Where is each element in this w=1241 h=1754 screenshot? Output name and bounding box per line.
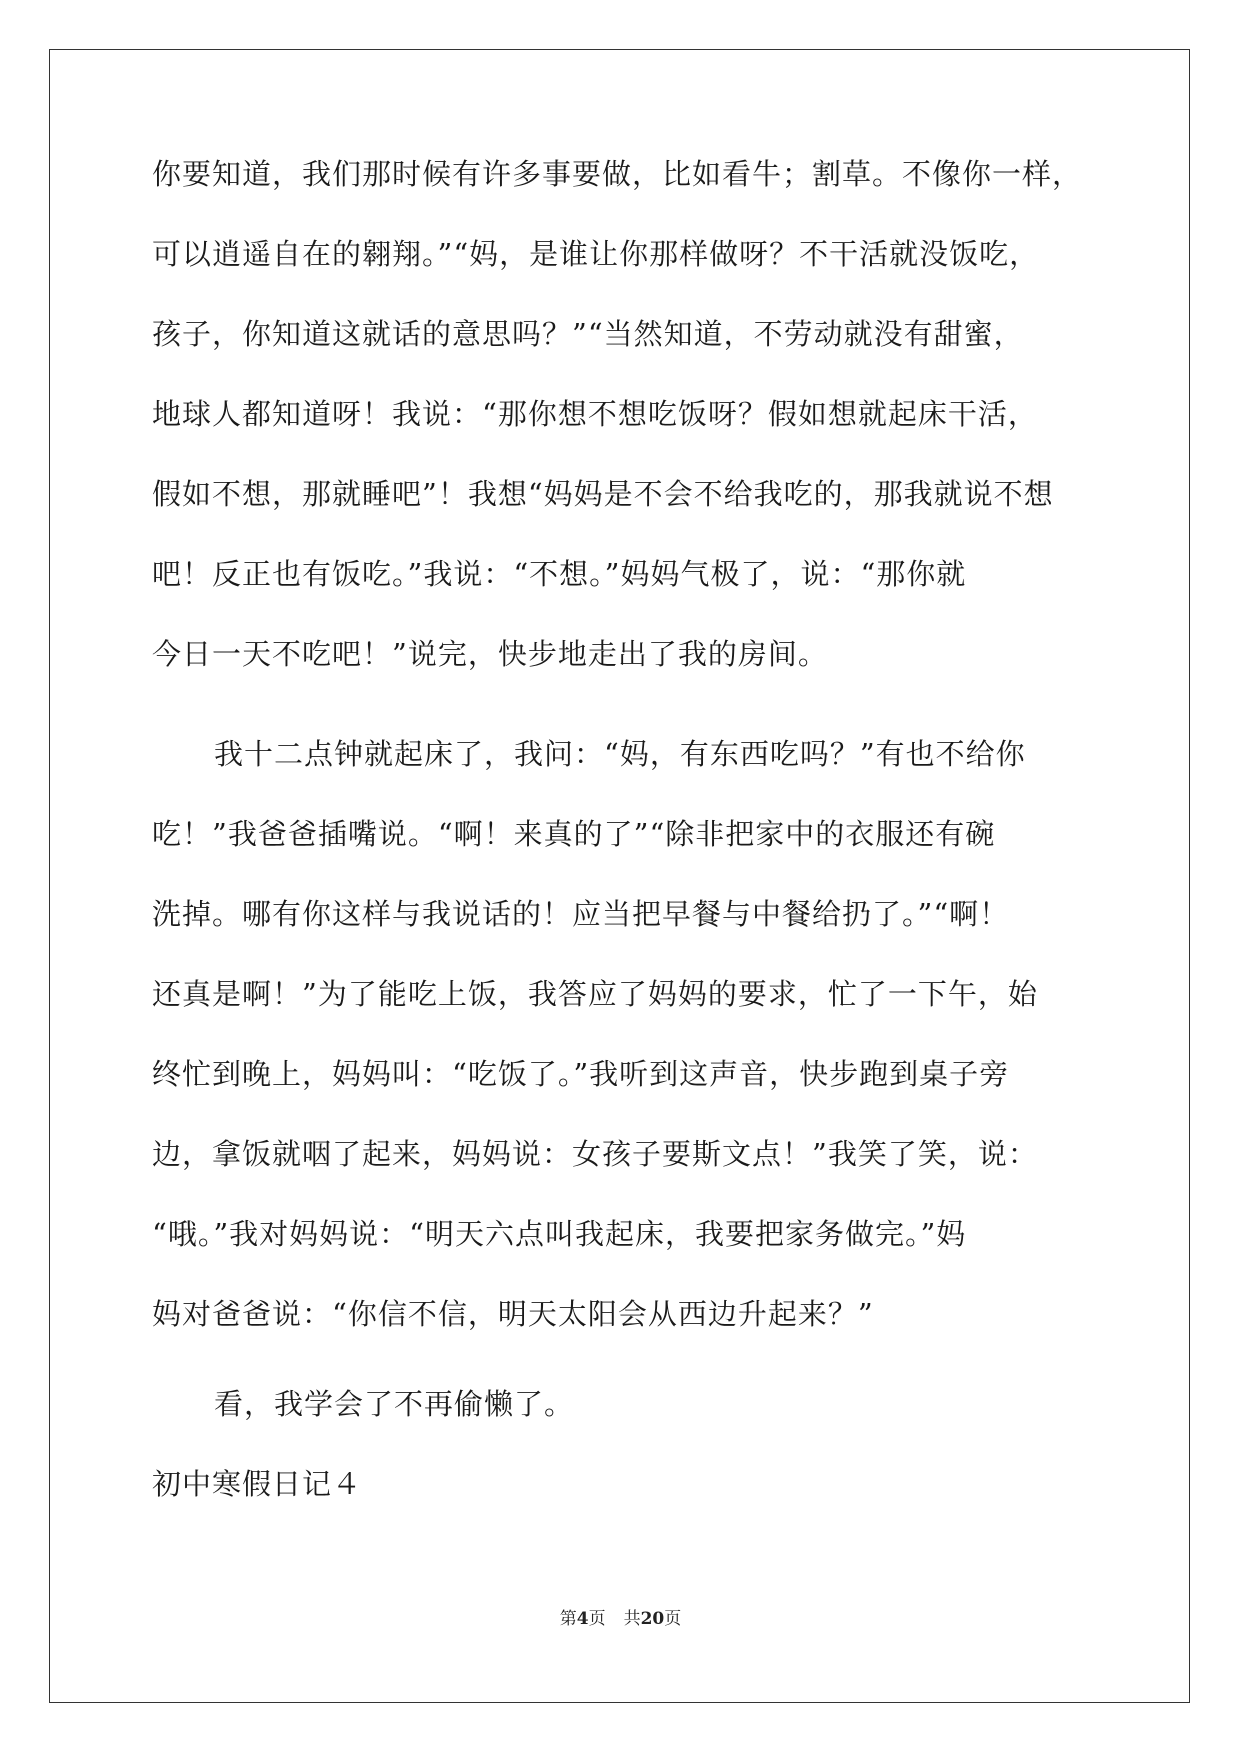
body-line: 边，拿饭就咽了起来，妈妈说：女孩子要斯文点！”我笑了笑，说： xyxy=(152,1137,1038,1171)
total-prefix: 共 xyxy=(623,1609,641,1629)
total-pages: 20 xyxy=(640,1609,665,1629)
body-line: 假如不想，那就睡吧”！我想“妈妈是不会不给我吃的，那我就说不想 xyxy=(152,477,1054,511)
body-line: 洗掉。哪有你这样与我说话的！应当把早餐与中餐给扔了。”“啊！ xyxy=(152,897,1010,931)
body-line: 今日一天不吃吧！”说完，快步地走出了我的房间。 xyxy=(152,637,828,671)
body-line: 吧！反正也有饭吃。”我说：“不想。”妈妈气极了，说：“那你就 xyxy=(152,557,967,591)
page-prefix: 第 xyxy=(559,1609,577,1629)
body-line: 终忙到晚上，妈妈叫：“吃饭了。”我听到这声音，快步跑到桌子旁 xyxy=(152,1057,1010,1091)
section-heading: 初中寒假日记４ xyxy=(152,1467,363,1501)
page-suffix: 页 xyxy=(588,1609,606,1629)
page-footer xyxy=(0,1608,1241,1630)
page-number: 4 xyxy=(576,1609,589,1629)
body-line: 我十二点钟就起床了，我问：“妈，有东西吃吗？”有也不给你 xyxy=(214,737,1026,771)
body-line: 妈对爸爸说：“你信不信，明天太阳会从西边升起来？” xyxy=(152,1297,874,1331)
body-line: 你要知道，我们那时候有许多事要做，比如看牛；割草。不像你一样， xyxy=(152,157,1083,191)
body-line: 吃！”我爸爸插嘴说。“啊！来真的了”“除非把家中的衣服还有碗 xyxy=(152,817,996,851)
body-line: 地球人都知道呀！我说：“那你想不想吃饭呀？假如想就起床干活， xyxy=(152,397,1038,431)
body-line: 孩子，你知道这就话的意思吗？”“当然知道，不劳动就没有甜蜜， xyxy=(152,317,1024,351)
body-line: “哦。”我对妈妈说：“明天六点叫我起床，我要把家务做完。”妈 xyxy=(152,1217,967,1251)
body-line: 看，我学会了不再偷懒了。 xyxy=(214,1387,575,1421)
page-border xyxy=(49,49,1190,1703)
body-line: 可以逍遥自在的翱翔。”“妈，是谁让你那样做呀？不干活就没饭吃， xyxy=(152,237,1040,271)
body-line: 还真是啊！”为了能吃上饭，我答应了妈妈的要求，忙了一下午，始 xyxy=(152,977,1038,1011)
total-suffix: 页 xyxy=(664,1609,682,1629)
